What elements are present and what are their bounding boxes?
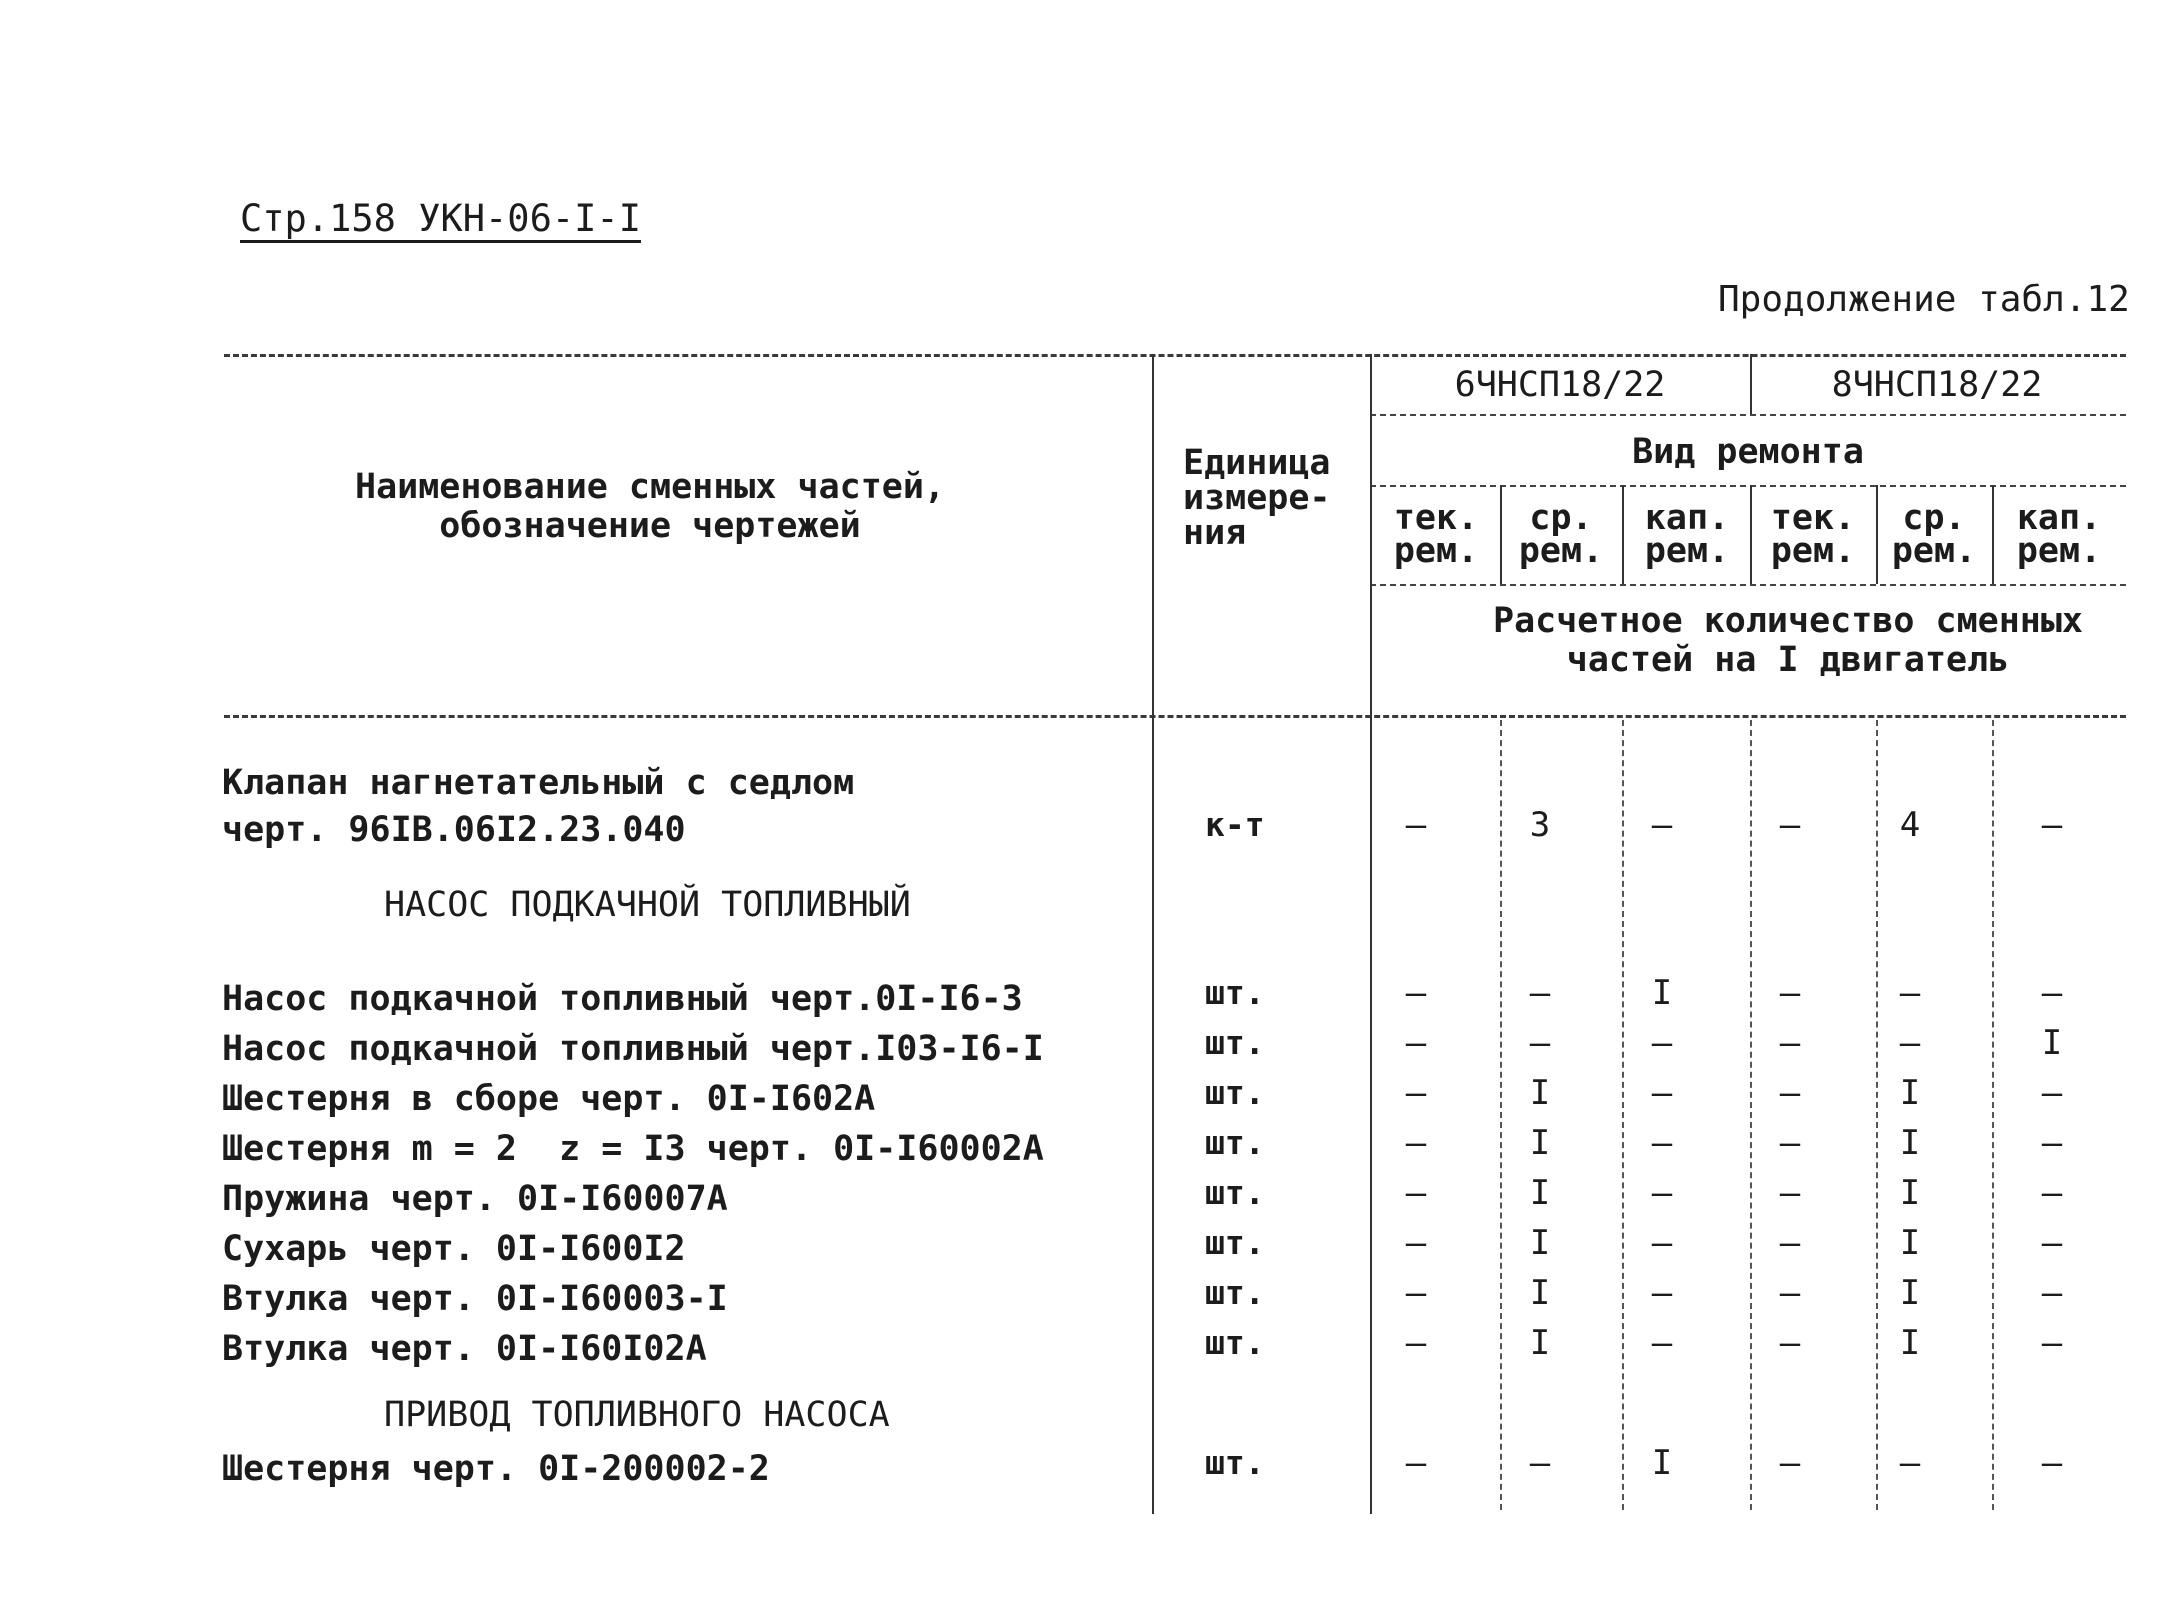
- quantity-cell: I: [1899, 1223, 1921, 1263]
- part-name: Сухарь черт. 0I-I600I2: [222, 1229, 686, 1269]
- quantity-cell: I: [1529, 1123, 1551, 1163]
- engine-header-rule: [1370, 414, 2126, 416]
- quantity-cell: I: [1529, 1273, 1551, 1313]
- quantity-cell: –: [2041, 1273, 2063, 1313]
- quantity-cell: I: [1899, 1173, 1921, 1213]
- quantity-cell: –: [2041, 805, 2063, 845]
- repair-type-2: ср. рем.: [1518, 498, 1604, 572]
- repair-columns-rule: [1370, 584, 2126, 586]
- quantity-cell: –: [2041, 1323, 2063, 1363]
- quantity-cell: –: [1779, 1443, 1801, 1483]
- quantity-cell: –: [1651, 805, 1673, 845]
- repair-type-header: Вид ремонта: [1632, 432, 1864, 472]
- quantity-cell: 4: [1899, 805, 1921, 845]
- repair-divider-2: [1622, 485, 1624, 584]
- quantity-cell: I: [1899, 1273, 1921, 1313]
- quantity-cell: –: [1779, 1123, 1801, 1163]
- quantity-cell: –: [1529, 1443, 1551, 1483]
- table-top-rule: [224, 354, 2126, 357]
- body-divider-5: [1992, 720, 1994, 1510]
- part-name: Шестерня m = 2 z = I3 черт. 0I-I60002A: [222, 1129, 1044, 1169]
- quantity-cell: –: [1779, 1223, 1801, 1263]
- repair-divider-1: [1500, 485, 1502, 584]
- quantity-cell: –: [1405, 1023, 1427, 1063]
- part-name: Шестерня черт. 0I-200002-2: [222, 1449, 770, 1489]
- part-name: Шестерня в сборе черт. 0I-I602A: [222, 1079, 876, 1119]
- quantity-cell: –: [2041, 973, 2063, 1013]
- quantity-cell: I: [1529, 1323, 1551, 1363]
- quantity-cell: –: [2041, 1173, 2063, 1213]
- quantity-cell: –: [2041, 1073, 2063, 1113]
- quantity-cell: I: [2041, 1023, 2063, 1063]
- quantity-cell: –: [1651, 1173, 1673, 1213]
- quantity-cell: –: [1405, 805, 1427, 845]
- quantity-cell: I: [1899, 1123, 1921, 1163]
- quantity-cell: –: [1651, 1023, 1673, 1063]
- engine-header-1: 6ЧНСП18/22: [1454, 365, 1666, 405]
- engine-divider: [1750, 354, 1752, 414]
- unit-cell: шт.: [1205, 1273, 1265, 1312]
- quantity-cell: 3: [1529, 805, 1551, 845]
- quantity-cell: –: [1779, 973, 1801, 1013]
- quantity-cell: I: [1651, 973, 1673, 1013]
- quantity-cell: –: [1405, 973, 1427, 1013]
- repair-type-6: кап. рем.: [2016, 498, 2102, 572]
- part-name: Насос подкачной топливный черт.I03-I6-I: [222, 1029, 1044, 1069]
- quantity-header: Расчетное количество сменных частей на I двигатель: [1492, 601, 2084, 680]
- quantity-cell: –: [1779, 1323, 1801, 1363]
- section-heading: ПРИВОД ТОПЛИВНОГО НАСОСА: [384, 1395, 890, 1435]
- quantity-cell: –: [1651, 1123, 1673, 1163]
- unit-cell: шт.: [1205, 973, 1265, 1012]
- part-name: Втулка черт. 0I-I60I02A: [222, 1329, 707, 1369]
- repair-type-3: кап. рем.: [1644, 498, 1730, 572]
- quantity-cell: –: [1405, 1273, 1427, 1313]
- repair-type-5: ср. рем.: [1891, 498, 1977, 572]
- unit-cell: шт.: [1205, 1123, 1265, 1162]
- unit-cell: шт.: [1205, 1073, 1265, 1112]
- quantity-cell: –: [1529, 1023, 1551, 1063]
- unit-cell: шт.: [1205, 1223, 1265, 1262]
- part-name: Пружина черт. 0I-I60007A: [222, 1179, 728, 1219]
- values-column-divider: [1370, 354, 1372, 1514]
- quantity-cell: –: [1405, 1223, 1427, 1263]
- unit-column-divider: [1152, 354, 1154, 1514]
- section-heading: НАСОС ПОДКАЧНОЙ ТОПЛИВНЫЙ: [384, 885, 911, 925]
- quantity-cell: –: [1899, 973, 1921, 1013]
- unit-cell: шт.: [1205, 1173, 1265, 1212]
- quantity-cell: –: [1899, 1443, 1921, 1483]
- name-column-header: Наименование сменных частей, обозначение чертежей: [354, 467, 946, 546]
- quantity-cell: –: [1405, 1323, 1427, 1363]
- quantity-cell: –: [1779, 1023, 1801, 1063]
- repair-type-1: тек. рем.: [1393, 498, 1479, 572]
- quantity-cell: –: [1651, 1323, 1673, 1363]
- repair-divider-5: [1992, 485, 1994, 584]
- unit-cell: шт.: [1205, 1023, 1265, 1062]
- quantity-cell: –: [1529, 973, 1551, 1013]
- unit-cell: шт.: [1205, 1323, 1265, 1362]
- quantity-cell: –: [1779, 1173, 1801, 1213]
- quantity-cell: I: [1529, 1073, 1551, 1113]
- repair-type-4: тек. рем.: [1770, 498, 1856, 572]
- quantity-cell: –: [1779, 1273, 1801, 1313]
- repair-type-rule: [1370, 485, 2126, 487]
- quantity-cell: –: [1405, 1073, 1427, 1113]
- body-divider-4: [1876, 720, 1878, 1510]
- repair-divider-3: [1750, 485, 1752, 584]
- quantity-cell: –: [1405, 1123, 1427, 1163]
- table-continuation-label: Продолжение табл.12: [1718, 279, 2130, 320]
- part-name: Втулка черт. 0I-I60003-I: [222, 1279, 728, 1319]
- quantity-cell: I: [1651, 1443, 1673, 1483]
- quantity-cell: –: [2041, 1443, 2063, 1483]
- page-reference: Стр.158 УКН-06-I-I: [240, 197, 641, 240]
- quantity-cell: –: [1651, 1073, 1673, 1113]
- quantity-cell: –: [1651, 1223, 1673, 1263]
- unit-cell: шт.: [1205, 1443, 1265, 1482]
- quantity-cell: –: [1405, 1173, 1427, 1213]
- quantity-cell: –: [1899, 1023, 1921, 1063]
- quantity-cell: –: [1779, 805, 1801, 845]
- quantity-cell: I: [1529, 1223, 1551, 1263]
- quantity-cell: –: [1779, 1073, 1801, 1113]
- part-name: Насос подкачной топливный черт.0I-I6-3: [222, 979, 1023, 1019]
- engine-header-2: 8ЧНСП18/22: [1831, 365, 2043, 405]
- quantity-cell: –: [2041, 1123, 2063, 1163]
- quantity-cell: I: [1899, 1073, 1921, 1113]
- unit-cell: к-т: [1205, 805, 1265, 844]
- quantity-cell: –: [1651, 1273, 1673, 1313]
- repair-divider-4: [1876, 485, 1878, 584]
- body-divider-3: [1750, 720, 1752, 1510]
- quantity-cell: –: [1405, 1443, 1427, 1483]
- body-divider-2: [1622, 720, 1624, 1510]
- quantity-cell: I: [1899, 1323, 1921, 1363]
- unit-column-header: Единица измере- ния: [1183, 443, 1331, 553]
- quantity-cell: I: [1529, 1173, 1551, 1213]
- table-header-bottom-rule: [224, 715, 2126, 718]
- quantity-cell: –: [2041, 1223, 2063, 1263]
- part-name: Клапан нагнетательный с седлом черт. 96IB.06I2.23.040: [222, 763, 855, 851]
- body-divider-1: [1500, 720, 1502, 1510]
